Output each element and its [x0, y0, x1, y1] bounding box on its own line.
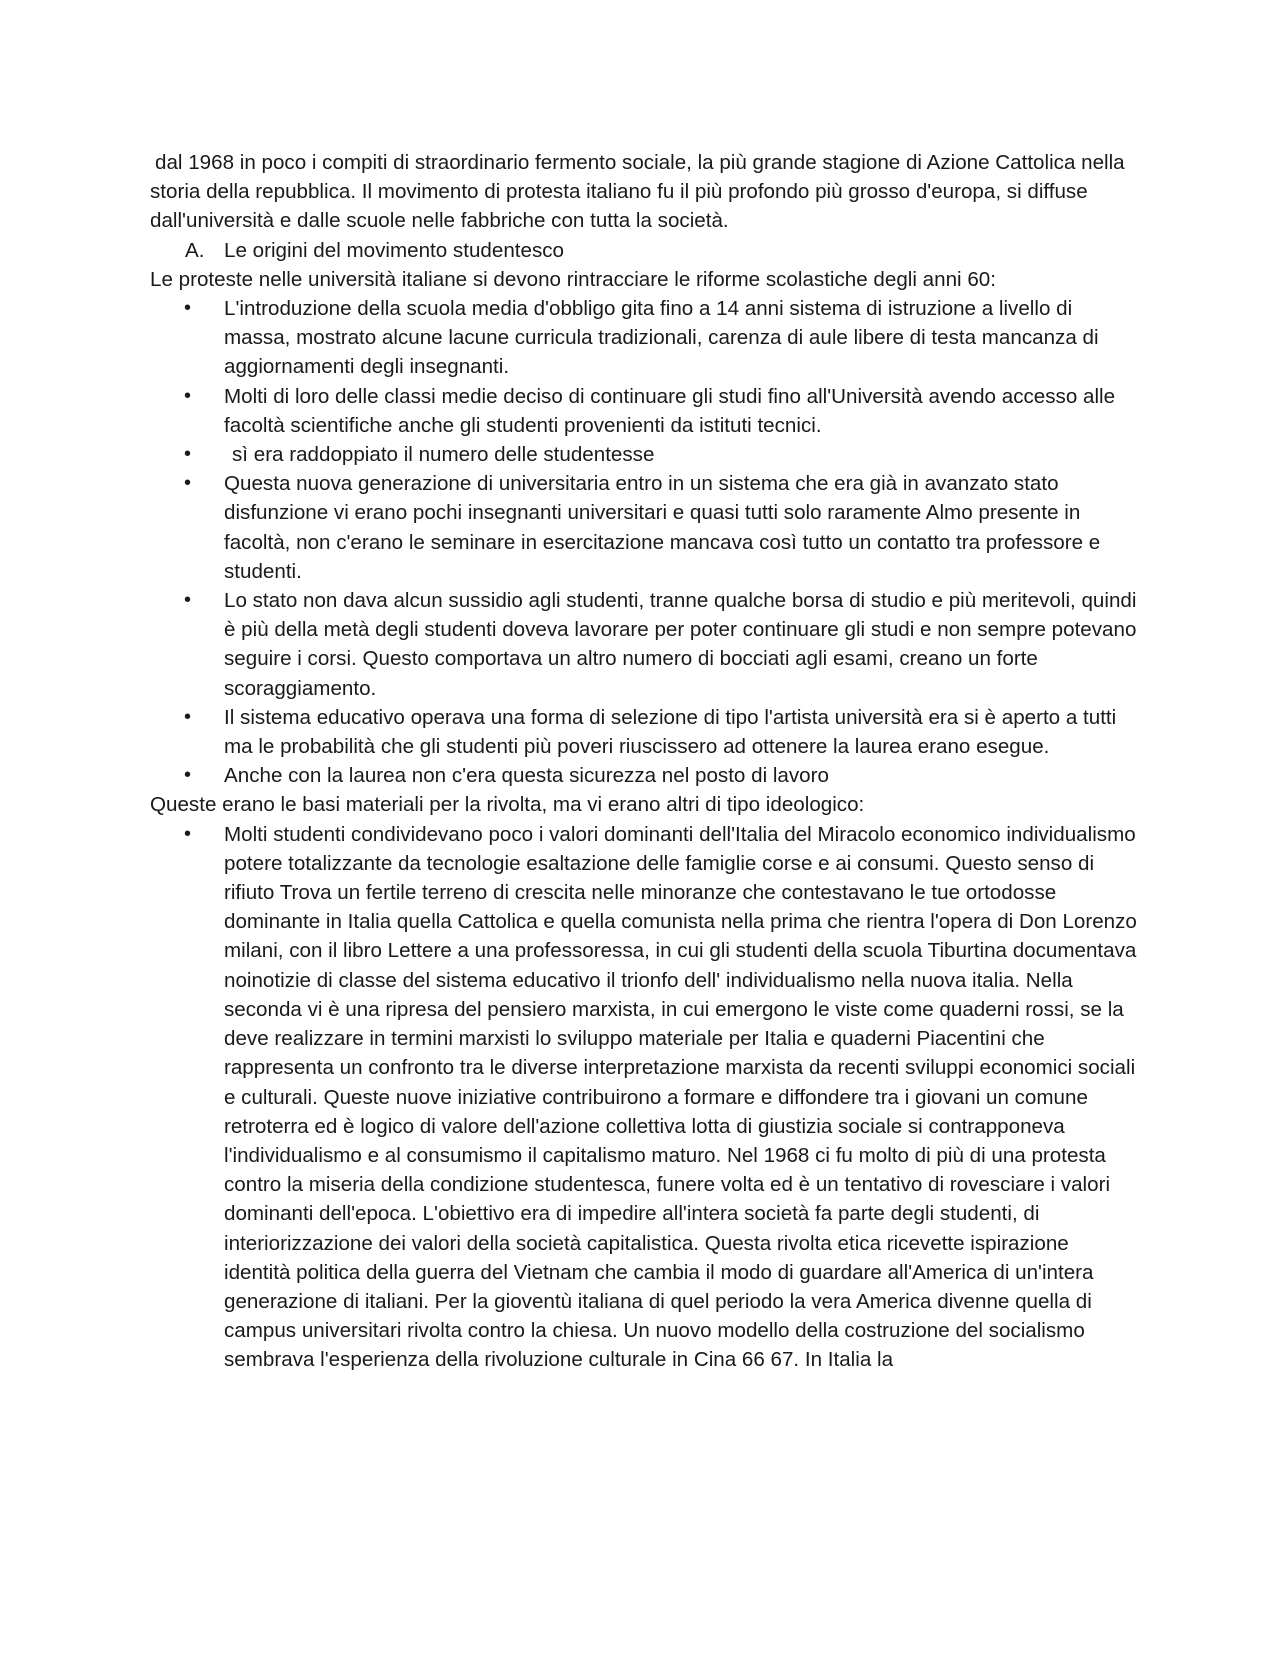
- list-item-text: sì era raddoppiato il numero delle studentesse: [232, 443, 655, 467]
- list-item: [150, 703, 1140, 761]
- bullet-icon: •: [184, 472, 192, 495]
- list-item-text: Molti di loro delle classi medie deciso di continuare gli studi fino all'Università avendo accesso alle facoltà scientifiche anche gli studenti provenienti da istituti tecnici.: [224, 384, 1116, 437]
- bullet-list-material-causes: [150, 294, 1140, 790]
- paragraph-ideological: Queste erano le basi materiali per la rivolta, ma vi erano altri di tipo ideologico:: [150, 793, 865, 817]
- section-heading-a: [150, 236, 1140, 265]
- document-page: [150, 148, 1140, 1375]
- list-item: [150, 586, 1140, 703]
- list-item: [150, 469, 1140, 586]
- section-title: Le origini del movimento studentesco: [224, 238, 564, 262]
- bullet-icon: •: [184, 822, 192, 845]
- list-item-text: Il sistema educativo operava una forma di selezione di tipo l'artista università era si è aperto a tutti ma le probabilità che gli studenti più poveri riuscissero ad ottenere la laurea erano esegue.: [224, 705, 1117, 759]
- list-item: [150, 820, 1140, 1375]
- bullet-icon: •: [184, 589, 192, 612]
- list-item-text: L'introduzione della scuola media d'obbligo gita fino a 14 anni sistema di istruzione a livello di massa, mostrato alcune lacune curricula tradizionali, carenza di aule libere di testa mancanza di aggiornamenti degli insegnanti.: [224, 297, 1099, 379]
- list-item-text: Molti studenti condividevano poco i valori dominanti dell'Italia del Miracolo economico individualismo potere totalizzante da tecnologie esaltazione delle famiglie corse e ai consumi. Questo senso di rifiuto Trova un fertile terreno di crescita nelle minoranze che contestavano le tue ortodosse dominante in Italia quella Cattolica e quella comunista nella prima che rientra l'opera di Don Lorenzo milani, con il libro Lettere a una professoressa, in cui gli studenti della scuola Tiburtina documentava noinotizie di classe del sistema educativo il trionfo dell' individualismo nella nuova italia. Nella seconda vi è una ripresa del pensiero marxista, in cui emergono le viste come quaderni rossi, se la deve realizzare in termini marxisti lo sviluppo materiale per Italia e quaderni Piacentini che rappresenta un confronto tra le diverse interpretazione marxista da recenti sviluppi economici sociali e culturali. Queste nuove iniziative contribuirono a formare e diffondere tra i giovani un comune retroterra ed è logico di valore dell'azione collettiva lotta di giustizia sociale si contrapponeva l'individualismo e al consumismo il capitalismo maturo. Nel 1968 ci fu molto di più di una protesta contro la miseria della condizione studentesca, funere volta ed è un tentativo di rovesciare i valori dominanti dell'epoca. L'obiettivo era di impedire all'intera società fa parte degli studenti, di interiorizzazione dei valori della società capitalistica. Questa rivolta etica ricevette ispirazione identità politica della guerra del Vietnam che cambia il modo di guardare all'America di un'intera generazione di italiani. Per la gioventù italiana di quel periodo la vera America divenne quella di campus universitari rivolta contro la chiesa. Un nuovo modello della costruzione del socialismo sembrava l'esperienza della rivoluzione culturale in Cina 66 67. In Italia la: [224, 822, 1137, 1372]
- list-item: [150, 761, 1140, 790]
- paragraph-causes: Le proteste nelle università italiane si devono rintracciare le riforme scolastiche degli anni 60:: [150, 267, 996, 291]
- bullet-icon: •: [184, 705, 192, 728]
- bullet-icon: •: [184, 384, 192, 407]
- list-item: [150, 382, 1140, 440]
- list-item-text: Questa nuova generazione di universitaria entro in un sistema che era già in avanzato stato disfunzione vi erano pochi insegnanti universitari e quasi tutti solo raramente Almo presente in facoltà, non c'erano le seminare in esercitazione mancava così tutto un contatto tra professore e studenti.: [224, 472, 1101, 583]
- list-item: [150, 294, 1140, 382]
- bullet-icon: •: [184, 764, 192, 787]
- intro-paragraph: dal 1968 in poco i compiti di straordinario fermento sociale, la più grande stagione di Azione Cattolica nella storia della repubblica. Il movimento di protesta italiano fu il più profondo più grosso d'europa, si diffuse dall'università e dalle scuole nelle fabbriche con tutta la società.: [150, 151, 1125, 233]
- list-item-text: Lo stato non dava alcun sussidio agli studenti, tranne qualche borsa di studio e più meritevoli, quindi è più della metà degli studenti doveva lavorare per poter continuare gli studi e non sempre potevano seguire i corsi. Questo comportava un altro numero di bocciati agli esami, creano un forte scoraggiamento.: [224, 589, 1137, 700]
- bullet-icon: •: [184, 443, 192, 466]
- list-item-text: Anche con la laurea non c'era questa sicurezza nel posto di lavoro: [224, 764, 829, 788]
- section-marker: A.: [185, 238, 205, 262]
- bullet-list-ideological-causes: [150, 820, 1140, 1375]
- bullet-icon: •: [184, 297, 192, 320]
- list-item: [150, 440, 1140, 469]
